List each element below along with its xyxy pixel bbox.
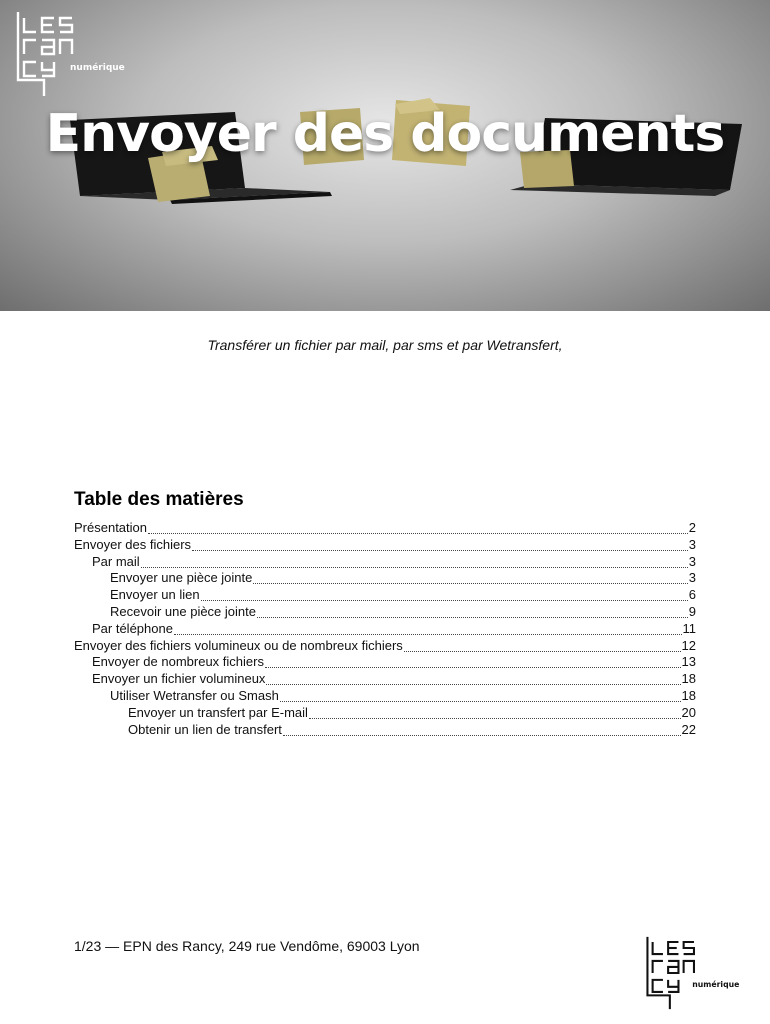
toc-leader-dots [280, 690, 681, 702]
toc-entry-label: Envoyer un fichier volumineux [92, 671, 266, 687]
toc-entry[interactable] [74, 671, 696, 688]
toc-leader-dots [253, 572, 687, 584]
toc-entry-page: 9 [688, 603, 696, 619]
toc-entry-label: Utiliser Wetransfer ou Smash [110, 687, 279, 703]
les-rancy-logo [14, 12, 144, 96]
toc-leader-dots [404, 640, 681, 652]
toc-entry-page: 13 [681, 654, 696, 670]
toc-leader-dots [148, 522, 688, 534]
toc-entry[interactable] [74, 688, 696, 705]
toc-entry-page: 3 [688, 570, 696, 586]
toc-entry[interactable] [74, 537, 696, 554]
toc-leader-dots [192, 539, 688, 551]
toc-entry-page: 18 [681, 687, 696, 703]
toc-entry-page: 3 [688, 536, 696, 552]
toc-leader-dots [309, 707, 681, 719]
toc-entry-label: Envoyer un transfert par E-mail [128, 704, 308, 720]
toc-entry[interactable] [74, 705, 696, 722]
toc-leader-dots [257, 606, 688, 618]
toc-entry-page: 22 [681, 721, 696, 737]
document-title: Envoyer des documents [45, 104, 725, 164]
toc-leader-dots [283, 724, 681, 736]
toc-entry[interactable] [74, 621, 696, 638]
toc-entry-label: Obtenir un lien de transfert [128, 721, 282, 737]
toc-entry-label: Recevoir une pièce jointe [110, 603, 256, 619]
toc-entry[interactable] [74, 638, 696, 655]
toc-entry-page: 18 [681, 671, 696, 687]
toc-entry[interactable] [74, 570, 696, 587]
toc-entry-page: 12 [681, 637, 696, 653]
table-of-contents [74, 520, 696, 738]
toc-entry-page: 6 [688, 587, 696, 603]
toc-entry[interactable] [74, 554, 696, 571]
toc-entry[interactable] [74, 520, 696, 537]
toc-leader-dots [265, 656, 681, 668]
les-rancy-logo-footer [644, 936, 756, 1010]
toc-leader-dots [201, 589, 688, 601]
toc-entry[interactable] [74, 604, 696, 621]
logo-tagline: numérique [70, 63, 125, 73]
toc-entry-page: 11 [682, 620, 696, 636]
toc-heading: Table des matières [74, 489, 244, 510]
logo-footer-tagline: numérique [692, 979, 740, 989]
toc-entry-label: Par téléphone [92, 620, 173, 636]
toc-entry-label: Envoyer un lien [110, 587, 200, 603]
toc-entry-label: Envoyer une pièce jointe [110, 570, 253, 586]
toc-leader-dots [174, 623, 682, 635]
toc-entry-label: Par mail [92, 553, 140, 569]
toc-entry[interactable] [74, 587, 696, 604]
toc-entry-page: 2 [688, 520, 696, 535]
toc-entry-label: Envoyer de nombreux fichiers [92, 654, 264, 670]
toc-entry-label: Présentation [74, 520, 147, 535]
toc-entry-page: 20 [681, 704, 696, 720]
toc-entry-page: 3 [688, 553, 696, 569]
toc-entry[interactable] [74, 654, 696, 671]
toc-entry-label: Envoyer des fichiers volumineux ou de nombreux fichiers [74, 637, 403, 653]
toc-entry[interactable] [74, 722, 696, 739]
toc-leader-dots [266, 673, 680, 685]
page-footer: 1/23 — EPN des Rancy, 249 rue Vendôme, 69003 Lyon [74, 938, 420, 954]
cover-banner [0, 0, 770, 311]
toc-leader-dots [141, 556, 688, 568]
toc-entry-label: Envoyer des fichiers [74, 536, 192, 552]
document-subtitle: Transférer un fichier par mail, par sms et par Wetransfert, [207, 337, 563, 353]
